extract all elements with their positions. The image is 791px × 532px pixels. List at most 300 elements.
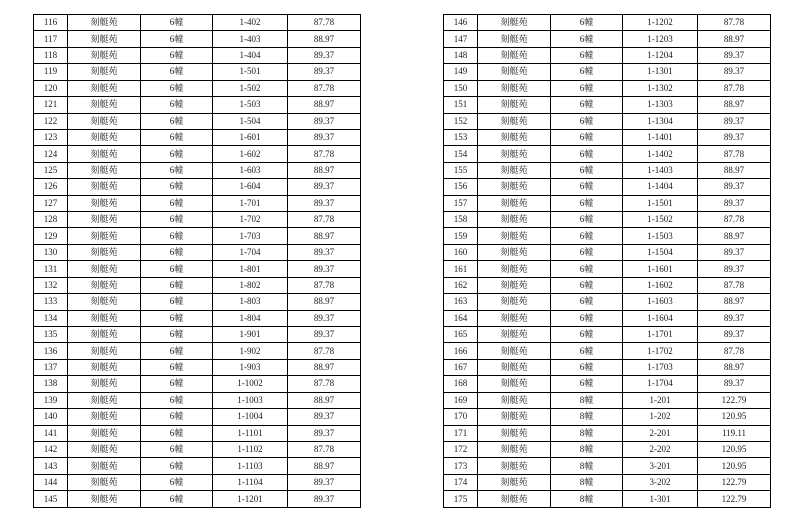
unit-number-cell: 1-902 bbox=[213, 343, 288, 359]
area-value-cell: 88.97 bbox=[698, 97, 771, 113]
estate-name-cell: 刻艇苑 bbox=[478, 327, 551, 343]
row-number-cell: 127 bbox=[34, 195, 68, 211]
row-number-cell: 140 bbox=[34, 409, 68, 425]
area-value-cell: 88.97 bbox=[698, 294, 771, 310]
row-number-cell: 174 bbox=[444, 474, 478, 490]
table-row bbox=[34, 441, 361, 457]
area-value-cell: 89.37 bbox=[698, 64, 771, 80]
building-cell: 6幢 bbox=[551, 179, 623, 195]
table-row bbox=[34, 458, 361, 474]
unit-number-cell: 1-201 bbox=[623, 392, 698, 408]
estate-name-cell: 刻艇苑 bbox=[68, 47, 141, 63]
area-value-cell: 87.78 bbox=[288, 80, 361, 96]
table-row bbox=[34, 261, 361, 277]
building-cell: 6幢 bbox=[141, 228, 213, 244]
building-cell: 6幢 bbox=[141, 425, 213, 441]
estate-name-cell: 刻艇苑 bbox=[68, 458, 141, 474]
row-number-cell: 144 bbox=[34, 474, 68, 490]
table-row bbox=[444, 392, 771, 408]
unit-number-cell: 1-604 bbox=[213, 179, 288, 195]
estate-name-cell: 刻艇苑 bbox=[68, 409, 141, 425]
row-number-cell: 143 bbox=[34, 458, 68, 474]
estate-name-cell: 刻艇苑 bbox=[478, 294, 551, 310]
row-number-cell: 126 bbox=[34, 179, 68, 195]
estate-name-cell: 刻艇苑 bbox=[68, 327, 141, 343]
row-number-cell: 162 bbox=[444, 277, 478, 293]
area-value-cell: 87.78 bbox=[698, 146, 771, 162]
estate-name-cell: 刻艇苑 bbox=[68, 425, 141, 441]
unit-number-cell: 1-1404 bbox=[623, 179, 698, 195]
row-number-cell: 128 bbox=[34, 212, 68, 228]
table-row bbox=[444, 31, 771, 47]
row-number-cell: 148 bbox=[444, 47, 478, 63]
estate-name-cell: 刻艇苑 bbox=[478, 64, 551, 80]
estate-name-cell: 刻艇苑 bbox=[68, 212, 141, 228]
area-value-cell: 87.78 bbox=[698, 343, 771, 359]
row-number-cell: 167 bbox=[444, 359, 478, 375]
table-row bbox=[34, 97, 361, 113]
area-value-cell: 122.79 bbox=[698, 491, 771, 508]
building-cell: 6幢 bbox=[141, 491, 213, 508]
estate-name-cell: 刻艇苑 bbox=[478, 491, 551, 508]
unit-number-cell: 1-1602 bbox=[623, 277, 698, 293]
row-number-cell: 155 bbox=[444, 162, 478, 178]
unit-number-cell: 1-701 bbox=[213, 195, 288, 211]
unit-number-cell: 1-702 bbox=[213, 212, 288, 228]
table-row bbox=[444, 425, 771, 441]
building-cell: 6幢 bbox=[551, 310, 623, 326]
building-cell: 6幢 bbox=[141, 80, 213, 96]
estate-name-cell: 刻艇苑 bbox=[68, 179, 141, 195]
building-cell: 6幢 bbox=[141, 15, 213, 31]
estate-name-cell: 刻艇苑 bbox=[478, 15, 551, 31]
unit-number-cell: 1-801 bbox=[213, 261, 288, 277]
unit-number-cell: 1-1302 bbox=[623, 80, 698, 96]
area-value-cell: 120.95 bbox=[698, 409, 771, 425]
table-row bbox=[444, 261, 771, 277]
row-number-cell: 123 bbox=[34, 129, 68, 145]
estate-name-cell: 刻艇苑 bbox=[478, 474, 551, 490]
estate-name-cell: 刻艇苑 bbox=[68, 15, 141, 31]
area-value-cell: 89.37 bbox=[288, 179, 361, 195]
row-number-cell: 122 bbox=[34, 113, 68, 129]
area-value-cell: 87.78 bbox=[698, 80, 771, 96]
table-row bbox=[34, 310, 361, 326]
estate-name-cell: 刻艇苑 bbox=[68, 474, 141, 490]
table-row bbox=[444, 310, 771, 326]
area-value-cell: 88.97 bbox=[698, 359, 771, 375]
unit-number-cell: 1-602 bbox=[213, 146, 288, 162]
row-number-cell: 175 bbox=[444, 491, 478, 508]
estate-name-cell: 刻艇苑 bbox=[68, 64, 141, 80]
building-cell: 6幢 bbox=[551, 228, 623, 244]
row-number-cell: 146 bbox=[444, 15, 478, 31]
unit-number-cell: 1-501 bbox=[213, 64, 288, 80]
row-number-cell: 120 bbox=[34, 80, 68, 96]
row-number-cell: 156 bbox=[444, 179, 478, 195]
row-number-cell: 171 bbox=[444, 425, 478, 441]
area-value-cell: 89.37 bbox=[698, 179, 771, 195]
building-cell: 8幢 bbox=[551, 441, 623, 457]
row-number-cell: 124 bbox=[34, 146, 68, 162]
estate-name-cell: 刻艇苑 bbox=[68, 228, 141, 244]
row-number-cell: 137 bbox=[34, 359, 68, 375]
table-row bbox=[34, 376, 361, 392]
estate-name-cell: 刻艇苑 bbox=[68, 80, 141, 96]
building-cell: 6幢 bbox=[551, 64, 623, 80]
estate-name-cell: 刻艇苑 bbox=[478, 441, 551, 457]
table-row bbox=[444, 441, 771, 457]
unit-number-cell: 1-1101 bbox=[213, 425, 288, 441]
estate-name-cell: 刻艇苑 bbox=[68, 441, 141, 457]
row-number-cell: 157 bbox=[444, 195, 478, 211]
area-value-cell: 87.78 bbox=[698, 15, 771, 31]
building-cell: 8幢 bbox=[551, 458, 623, 474]
table-row bbox=[34, 409, 361, 425]
row-number-cell: 147 bbox=[444, 31, 478, 47]
area-value-cell: 87.78 bbox=[698, 212, 771, 228]
unit-number-cell: 1-1002 bbox=[213, 376, 288, 392]
table-row bbox=[444, 277, 771, 293]
unit-number-cell: 1-1003 bbox=[213, 392, 288, 408]
building-cell: 6幢 bbox=[551, 97, 623, 113]
row-number-cell: 132 bbox=[34, 277, 68, 293]
building-cell: 6幢 bbox=[141, 277, 213, 293]
unit-number-cell: 1-1401 bbox=[623, 129, 698, 145]
left-area-table bbox=[33, 14, 361, 508]
row-number-cell: 151 bbox=[444, 97, 478, 113]
estate-name-cell: 刻艇苑 bbox=[478, 376, 551, 392]
unit-number-cell: 1-1503 bbox=[623, 228, 698, 244]
row-number-cell: 117 bbox=[34, 31, 68, 47]
unit-number-cell: 1-1402 bbox=[623, 146, 698, 162]
area-value-cell: 87.78 bbox=[288, 441, 361, 457]
area-value-cell: 89.37 bbox=[288, 261, 361, 277]
unit-number-cell: 1-1204 bbox=[623, 47, 698, 63]
table-row bbox=[34, 425, 361, 441]
building-cell: 6幢 bbox=[141, 162, 213, 178]
area-value-cell: 88.97 bbox=[288, 294, 361, 310]
building-cell: 6幢 bbox=[551, 129, 623, 145]
table-row bbox=[444, 474, 771, 490]
row-number-cell: 121 bbox=[34, 97, 68, 113]
building-cell: 6幢 bbox=[551, 146, 623, 162]
area-value-cell: 88.97 bbox=[698, 31, 771, 47]
building-cell: 6幢 bbox=[551, 244, 623, 260]
building-cell: 8幢 bbox=[551, 392, 623, 408]
area-value-cell: 89.37 bbox=[698, 244, 771, 260]
unit-number-cell: 1-404 bbox=[213, 47, 288, 63]
area-value-cell: 89.37 bbox=[698, 47, 771, 63]
building-cell: 6幢 bbox=[141, 212, 213, 228]
area-value-cell: 89.37 bbox=[698, 129, 771, 145]
building-cell: 6幢 bbox=[551, 31, 623, 47]
estate-name-cell: 刻艇苑 bbox=[68, 113, 141, 129]
estate-name-cell: 刻艇苑 bbox=[478, 179, 551, 195]
table-row bbox=[34, 162, 361, 178]
row-number-cell: 163 bbox=[444, 294, 478, 310]
table-row bbox=[34, 31, 361, 47]
unit-number-cell: 1-1601 bbox=[623, 261, 698, 277]
unit-number-cell: 1-1303 bbox=[623, 97, 698, 113]
estate-name-cell: 刻艇苑 bbox=[68, 392, 141, 408]
table-row bbox=[34, 244, 361, 260]
table-row bbox=[34, 15, 361, 31]
row-number-cell: 145 bbox=[34, 491, 68, 508]
estate-name-cell: 刻艇苑 bbox=[68, 31, 141, 47]
table-row bbox=[444, 376, 771, 392]
row-number-cell: 138 bbox=[34, 376, 68, 392]
unit-number-cell: 1-1703 bbox=[623, 359, 698, 375]
building-cell: 6幢 bbox=[141, 441, 213, 457]
row-number-cell: 164 bbox=[444, 310, 478, 326]
right-area-table bbox=[443, 14, 771, 508]
unit-number-cell: 1-802 bbox=[213, 277, 288, 293]
estate-name-cell: 刻艇苑 bbox=[478, 343, 551, 359]
area-value-cell: 119.11 bbox=[698, 425, 771, 441]
row-number-cell: 131 bbox=[34, 261, 68, 277]
estate-name-cell: 刻艇苑 bbox=[478, 47, 551, 63]
table-row bbox=[34, 491, 361, 508]
unit-number-cell: 1-1203 bbox=[623, 31, 698, 47]
right-table-body bbox=[444, 15, 771, 508]
row-number-cell: 142 bbox=[34, 441, 68, 457]
area-value-cell: 88.97 bbox=[288, 228, 361, 244]
row-number-cell: 166 bbox=[444, 343, 478, 359]
row-number-cell: 125 bbox=[34, 162, 68, 178]
row-number-cell: 158 bbox=[444, 212, 478, 228]
building-cell: 6幢 bbox=[141, 343, 213, 359]
unit-number-cell: 3-201 bbox=[623, 458, 698, 474]
estate-name-cell: 刻艇苑 bbox=[68, 491, 141, 508]
table-row bbox=[444, 343, 771, 359]
row-number-cell: 159 bbox=[444, 228, 478, 244]
row-number-cell: 119 bbox=[34, 64, 68, 80]
building-cell: 6幢 bbox=[551, 162, 623, 178]
unit-number-cell: 1-1704 bbox=[623, 376, 698, 392]
row-number-cell: 130 bbox=[34, 244, 68, 260]
table-row bbox=[444, 228, 771, 244]
unit-number-cell: 1-1004 bbox=[213, 409, 288, 425]
area-value-cell: 87.78 bbox=[288, 146, 361, 162]
table-row bbox=[34, 277, 361, 293]
building-cell: 6幢 bbox=[551, 359, 623, 375]
unit-number-cell: 1-1603 bbox=[623, 294, 698, 310]
unit-number-cell: 1-1501 bbox=[623, 195, 698, 211]
table-row bbox=[444, 113, 771, 129]
unit-number-cell: 1-901 bbox=[213, 327, 288, 343]
area-value-cell: 88.97 bbox=[288, 31, 361, 47]
area-value-cell: 89.37 bbox=[288, 409, 361, 425]
unit-number-cell: 1-1104 bbox=[213, 474, 288, 490]
building-cell: 8幢 bbox=[551, 474, 623, 490]
table-row bbox=[34, 195, 361, 211]
area-value-cell: 88.97 bbox=[288, 359, 361, 375]
row-number-cell: 116 bbox=[34, 15, 68, 31]
row-number-cell: 136 bbox=[34, 343, 68, 359]
unit-number-cell: 1-1502 bbox=[623, 212, 698, 228]
table-row bbox=[34, 392, 361, 408]
area-value-cell: 87.78 bbox=[288, 277, 361, 293]
table-row bbox=[444, 15, 771, 31]
row-number-cell: 134 bbox=[34, 310, 68, 326]
building-cell: 6幢 bbox=[141, 458, 213, 474]
estate-name-cell: 刻艇苑 bbox=[478, 129, 551, 145]
table-row bbox=[34, 113, 361, 129]
building-cell: 6幢 bbox=[141, 179, 213, 195]
unit-number-cell: 1-804 bbox=[213, 310, 288, 326]
table-row bbox=[444, 327, 771, 343]
area-value-cell: 89.37 bbox=[288, 310, 361, 326]
estate-name-cell: 刻艇苑 bbox=[478, 146, 551, 162]
table-row bbox=[444, 129, 771, 145]
table-row bbox=[34, 294, 361, 310]
estate-name-cell: 刻艇苑 bbox=[478, 359, 551, 375]
area-value-cell: 87.78 bbox=[288, 376, 361, 392]
estate-name-cell: 刻艇苑 bbox=[478, 31, 551, 47]
row-number-cell: 150 bbox=[444, 80, 478, 96]
estate-name-cell: 刻艇苑 bbox=[68, 146, 141, 162]
building-cell: 6幢 bbox=[141, 310, 213, 326]
building-cell: 6幢 bbox=[551, 294, 623, 310]
area-value-cell: 120.95 bbox=[698, 458, 771, 474]
building-cell: 6幢 bbox=[141, 474, 213, 490]
building-cell: 6幢 bbox=[551, 47, 623, 63]
estate-name-cell: 刻艇苑 bbox=[478, 277, 551, 293]
estate-name-cell: 刻艇苑 bbox=[478, 392, 551, 408]
unit-number-cell: 1-202 bbox=[623, 409, 698, 425]
estate-name-cell: 刻艇苑 bbox=[478, 228, 551, 244]
area-value-cell: 89.37 bbox=[288, 244, 361, 260]
row-number-cell: 169 bbox=[444, 392, 478, 408]
area-value-cell: 89.37 bbox=[288, 491, 361, 508]
table-row bbox=[444, 195, 771, 211]
estate-name-cell: 刻艇苑 bbox=[478, 244, 551, 260]
table-row bbox=[34, 343, 361, 359]
area-value-cell: 88.97 bbox=[698, 228, 771, 244]
building-cell: 6幢 bbox=[141, 392, 213, 408]
row-number-cell: 133 bbox=[34, 294, 68, 310]
unit-number-cell: 1-803 bbox=[213, 294, 288, 310]
area-value-cell: 89.37 bbox=[288, 327, 361, 343]
estate-name-cell: 刻艇苑 bbox=[68, 162, 141, 178]
estate-name-cell: 刻艇苑 bbox=[478, 113, 551, 129]
unit-number-cell: 1-903 bbox=[213, 359, 288, 375]
row-number-cell: 149 bbox=[444, 64, 478, 80]
building-cell: 6幢 bbox=[141, 47, 213, 63]
estate-name-cell: 刻艇苑 bbox=[68, 97, 141, 113]
unit-number-cell: 2-202 bbox=[623, 441, 698, 457]
estate-name-cell: 刻艇苑 bbox=[478, 425, 551, 441]
estate-name-cell: 刻艇苑 bbox=[68, 294, 141, 310]
table-row bbox=[34, 179, 361, 195]
table-row bbox=[444, 162, 771, 178]
table-row bbox=[34, 474, 361, 490]
table-row bbox=[34, 228, 361, 244]
area-value-cell: 89.37 bbox=[288, 129, 361, 145]
row-number-cell: 153 bbox=[444, 129, 478, 145]
unit-number-cell: 1-1604 bbox=[623, 310, 698, 326]
row-number-cell: 154 bbox=[444, 146, 478, 162]
unit-number-cell: 1-1301 bbox=[623, 64, 698, 80]
building-cell: 6幢 bbox=[141, 359, 213, 375]
estate-name-cell: 刻艇苑 bbox=[68, 261, 141, 277]
building-cell: 6幢 bbox=[551, 343, 623, 359]
building-cell: 6幢 bbox=[141, 327, 213, 343]
unit-number-cell: 1-504 bbox=[213, 113, 288, 129]
building-cell: 6幢 bbox=[141, 146, 213, 162]
building-cell: 6幢 bbox=[141, 113, 213, 129]
unit-number-cell: 1-502 bbox=[213, 80, 288, 96]
table-row bbox=[34, 47, 361, 63]
building-cell: 8幢 bbox=[551, 409, 623, 425]
area-value-cell: 89.37 bbox=[698, 327, 771, 343]
area-value-cell: 88.97 bbox=[288, 392, 361, 408]
area-value-cell: 89.37 bbox=[288, 425, 361, 441]
unit-number-cell: 1-503 bbox=[213, 97, 288, 113]
row-number-cell: 139 bbox=[34, 392, 68, 408]
row-number-cell: 141 bbox=[34, 425, 68, 441]
row-number-cell: 170 bbox=[444, 409, 478, 425]
building-cell: 6幢 bbox=[551, 261, 623, 277]
area-value-cell: 89.37 bbox=[288, 113, 361, 129]
estate-name-cell: 刻艇苑 bbox=[478, 212, 551, 228]
table-row bbox=[444, 179, 771, 195]
area-value-cell: 89.37 bbox=[698, 261, 771, 277]
table-row bbox=[444, 47, 771, 63]
area-value-cell: 122.79 bbox=[698, 392, 771, 408]
row-number-cell: 152 bbox=[444, 113, 478, 129]
estate-name-cell: 刻艇苑 bbox=[68, 376, 141, 392]
table-row bbox=[444, 64, 771, 80]
area-value-cell: 87.78 bbox=[698, 277, 771, 293]
building-cell: 6幢 bbox=[551, 113, 623, 129]
area-value-cell: 87.78 bbox=[288, 212, 361, 228]
area-value-cell: 89.37 bbox=[288, 474, 361, 490]
table-row bbox=[444, 146, 771, 162]
area-value-cell: 89.37 bbox=[698, 376, 771, 392]
estate-name-cell: 刻艇苑 bbox=[478, 195, 551, 211]
area-value-cell: 122.79 bbox=[698, 474, 771, 490]
building-cell: 6幢 bbox=[551, 277, 623, 293]
estate-name-cell: 刻艇苑 bbox=[68, 359, 141, 375]
unit-number-cell: 1-1304 bbox=[623, 113, 698, 129]
row-number-cell: 118 bbox=[34, 47, 68, 63]
row-number-cell: 172 bbox=[444, 441, 478, 457]
unit-number-cell: 1-1103 bbox=[213, 458, 288, 474]
building-cell: 8幢 bbox=[551, 425, 623, 441]
building-cell: 6幢 bbox=[141, 261, 213, 277]
estate-name-cell: 刻艇苑 bbox=[68, 195, 141, 211]
area-value-cell: 88.97 bbox=[288, 458, 361, 474]
area-value-cell: 87.78 bbox=[288, 343, 361, 359]
estate-name-cell: 刻艇苑 bbox=[478, 162, 551, 178]
table-row bbox=[34, 359, 361, 375]
area-value-cell: 89.37 bbox=[288, 195, 361, 211]
building-cell: 6幢 bbox=[141, 64, 213, 80]
estate-name-cell: 刻艇苑 bbox=[478, 80, 551, 96]
table-row bbox=[34, 212, 361, 228]
table-row bbox=[34, 327, 361, 343]
building-cell: 6幢 bbox=[141, 244, 213, 260]
estate-name-cell: 刻艇苑 bbox=[68, 129, 141, 145]
unit-number-cell: 1-1701 bbox=[623, 327, 698, 343]
estate-name-cell: 刻艇苑 bbox=[478, 409, 551, 425]
area-value-cell: 89.37 bbox=[698, 310, 771, 326]
table-row bbox=[444, 212, 771, 228]
table-row bbox=[444, 244, 771, 260]
estate-name-cell: 刻艇苑 bbox=[478, 310, 551, 326]
